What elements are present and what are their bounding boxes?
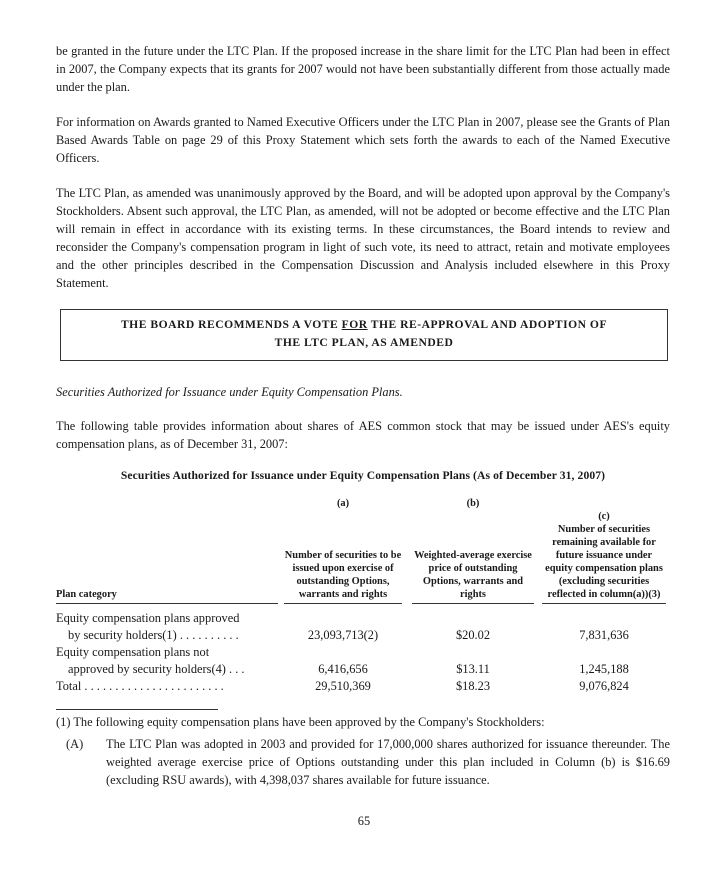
recommendation-line-2: THE LTC PLAN, AS AMENDED bbox=[274, 336, 454, 349]
document-page bbox=[56, 42, 670, 789]
board-recommendation-box bbox=[60, 309, 668, 361]
table-row-approved: Equity compensation plans approved by security holders(1) . . . . . . . . . . 23,093,713(2) $20.02 7,831,636 bbox=[56, 611, 629, 642]
header-plan-category: Plan category bbox=[56, 497, 278, 604]
section-heading: Securities Authorized for Issuance under Equity Compensation Plans. bbox=[56, 385, 403, 399]
table-intro: The following table provides information about shares of AES common stock that may be issued under AES's equity compensation plans, as of December 31, 2007: bbox=[56, 419, 670, 451]
footnote-divider bbox=[56, 709, 218, 710]
paragraph-named-officers: For information on Awards granted to Named Executive Officers under the LTC Plan in 2007, please see the Grants of Plan Based Awards Table on page 29 of this Proxy Statement which sets forth the awards to each of the Named Executive Officers. bbox=[56, 115, 670, 165]
header-col-b: (b) Weighted-average exercise price of outstanding Options, warrants and rights bbox=[408, 497, 538, 604]
recommendation-line-1: THE BOARD RECOMMENDS A VOTE FOR THE RE-APPROVAL AND ADOPTION OF bbox=[120, 318, 608, 331]
table-title: Securities Authorized for Issuance under Equity Compensation Plans (As of December 31, 2007) bbox=[120, 469, 606, 482]
footnote-1-a: (A) The LTC Plan was adopted in 2003 and provided for 17,000,000 shares authorized for issuance thereunder. The weighted average exercise price of Options outstanding under this plan included in Column (b) is $16.69 (excluding RSU awards), with 4,398,037 shares available for future issuance. bbox=[66, 737, 670, 787]
header-col-c: (c) Number of securities remaining available for future issuance under equity compensation plans (excluding securities reflected in column(a))(3) bbox=[538, 497, 670, 604]
table-row-total: Total . . . . . . . . . . . . . . . . . . . . . . . 29,510,369 $18.23 9,076,824 bbox=[56, 679, 629, 693]
table-row-not-approved: Equity compensation plans not approved by security holders(4) . . . 6,416,656 $13.11 1,245,188 bbox=[56, 645, 629, 676]
equity-compensation-table bbox=[56, 497, 670, 695]
paragraph-ltc-grants: be granted in the future under the LTC Plan. If the proposed increase in the share limit for the LTC Plan had been in effect in 2007, the Company expects that its grants for 2007 would not have been substantially different from those actually made under the plan. bbox=[56, 44, 670, 94]
footnote-1: (1) The following equity compensation plans have been approved by the Company's Stockholders: bbox=[56, 715, 545, 729]
header-col-a: (a) Number of securities to be issued upon exercise of outstanding Options, warrants and rights bbox=[278, 497, 408, 604]
paragraph-board-approval: The LTC Plan, as amended was unanimously approved by the Board, and will be adopted upon approval by the Company's Stockholders. Absent such approval, the LTC Plan, as amended, will not be adopted or become effective and the LTC Plan will remain in effect in accordance with its existing terms. In these circumstances, the Board intends to review and reconsider the Company's compensation program in light of such vote, its need to attract, retain and motivate employees and the other principles described in the Compensation Discussion and Analysis included elsewhere in this Proxy Statement. bbox=[56, 186, 670, 290]
for-emphasis: FOR bbox=[341, 318, 368, 331]
page-number: 65 bbox=[357, 814, 371, 828]
